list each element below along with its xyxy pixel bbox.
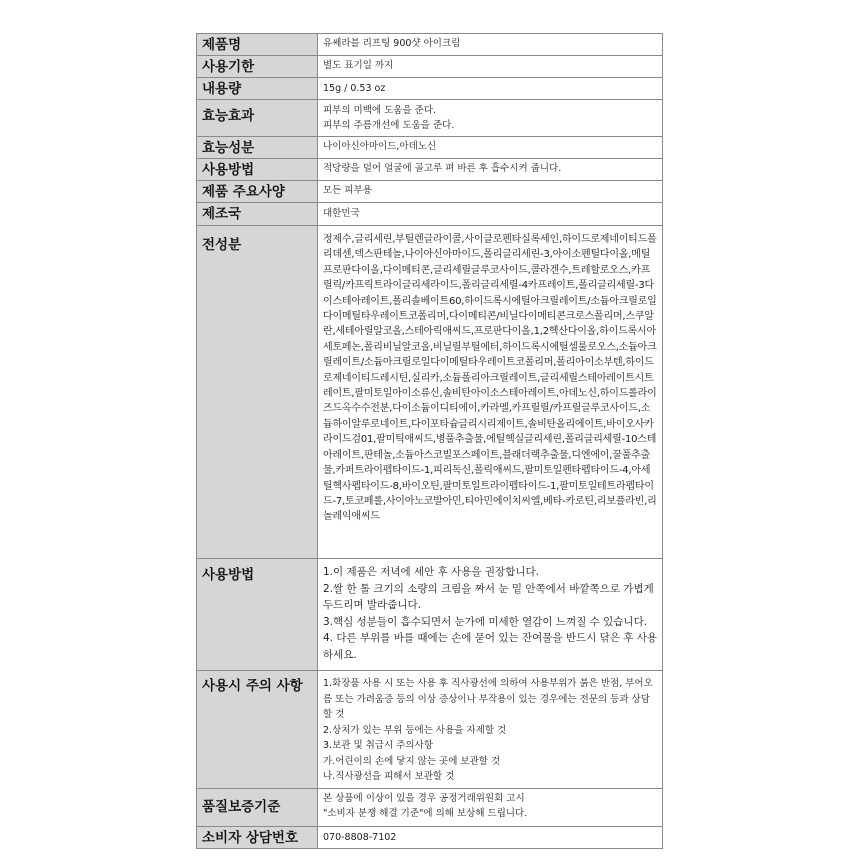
table-row-expiry — [197, 56, 663, 78]
row-value-cell — [318, 559, 663, 671]
row-label: 소비자 상담번호 — [202, 829, 298, 846]
row-label-cell — [197, 559, 318, 671]
row-value: 1.화장품 사용 시 또는 사용 후 직사광선에 의하여 사용부위가 붉은 반점, 부어오름 또는 가려움증 등의 이상 증상이나 부작용이 있는 경우에는 전문의 등과 상담할 것 2.상처가 있는 부위 등에는 사용을 자제할 것 3.보관 및 취급시 주의사항 가.어린이의 손에 닿지 않는 곳에 보관할 것 나.직사광선을 피해서 보관할 것 — [323, 678, 653, 782]
row-value-cell — [318, 159, 663, 181]
table-row-active-ingredients — [197, 137, 663, 159]
table-row-specs — [197, 181, 663, 203]
row-label: 제품 주요사양 — [202, 184, 285, 200]
row-value-cell — [318, 137, 663, 159]
row-label-cell — [197, 137, 318, 159]
row-label-cell — [197, 671, 318, 789]
row-value-cell — [318, 78, 663, 100]
table-row-product-name — [197, 34, 663, 56]
row-value: 15g / 0.53 oz — [323, 83, 386, 94]
row-value-cell — [318, 203, 663, 226]
table-row-cautions — [197, 671, 663, 789]
row-value: 별도 표기일 까지 — [323, 60, 394, 71]
row-label-cell — [197, 226, 318, 559]
table-row-volume — [197, 78, 663, 100]
row-value: 대한민국 — [323, 208, 360, 219]
row-label-cell — [197, 56, 318, 78]
row-label-cell — [197, 159, 318, 181]
row-value: 070-8808-7102 — [323, 831, 397, 843]
table-row-customer-service — [197, 826, 663, 848]
row-label: 품질보증기준 — [202, 798, 281, 815]
row-value-cell — [318, 56, 663, 78]
table-row-full-ingredients — [197, 226, 663, 559]
row-label: 사용시 주의 사항 — [202, 678, 303, 694]
row-value: 본 상품에 이상이 있을 경우 공정거래위원회 고시 "소비자 분쟁 해결 기준"에 의해 보상해 드립니다. — [323, 792, 528, 819]
row-label-cell — [197, 181, 318, 203]
row-label: 제품명 — [202, 37, 242, 53]
row-value: 나이아신아마이드,아데노신 — [323, 141, 437, 152]
row-label: 사용방법 — [202, 567, 255, 583]
row-label: 내용량 — [202, 81, 242, 97]
row-value-cell — [318, 671, 663, 789]
row-label: 제조국 — [202, 206, 242, 222]
row-label: 전성분 — [202, 237, 242, 253]
row-value: 적당량을 덜어 얼굴에 골고루 펴 바른 후 흡수시켜 줍니다. — [323, 163, 562, 174]
row-value-cell — [318, 226, 663, 559]
row-label-cell — [197, 78, 318, 100]
table-row-efficacy — [197, 100, 663, 137]
row-label-cell — [197, 100, 318, 137]
row-label-cell — [197, 203, 318, 226]
row-value: 모든 피부용 — [323, 185, 372, 196]
row-label: 사용방법 — [202, 162, 255, 178]
row-value: 1.이 제품은 저녁에 세안 후 사용을 권장합니다. 2.쌀 한 톨 크기의 소량의 크림을 짜서 눈 밑 안쪽에서 바깥쪽으로 가볍게 두드리며 발라줍니다. 3.핵심 성분들이 흡수되면서 눈가에 미세한 열감이 느껴질 수 있습니다. 4. 다른 부위를 바를 때에는 손에 묻어 있는 잔여물을 반드시 닦은 후 사용 하세요. — [323, 566, 658, 661]
table-row-country — [197, 203, 663, 226]
row-label: 효능성분 — [202, 140, 255, 156]
row-value-cell — [318, 34, 663, 56]
table-row-quality-warranty — [197, 788, 663, 826]
row-value-cell — [318, 788, 663, 826]
table-row-directions — [197, 559, 663, 671]
row-label-cell — [197, 788, 318, 826]
row-label: 효능효과 — [202, 108, 255, 124]
product-info-table — [196, 33, 663, 849]
row-label-cell — [197, 826, 318, 848]
row-label-cell — [197, 34, 318, 56]
row-value-cell — [318, 181, 663, 203]
table-row-usage — [197, 159, 663, 181]
row-value: 유쎄라블 리프팅 900샷 아이크림 — [323, 38, 461, 49]
row-value-cell — [318, 100, 663, 137]
row-value: 정제수,글리세린,부틸렌글라이콜,사이클로펜타실록세인,하이드로제네이티드폴리데센,덱스판테놀,나이아신아마이드,폴리글리세린-3,아이소펜틸다이올,메틸프로판다이올,다이메티콘,글리세릴글루코사이드,콜라겐수,트레할로오스,카프릴릭/카프릭트라이글리세라이드,폴리글리세릴-4카프레이트,폴리글리세릴-3다이스테아레이트,폴리솔베이트60,하이드록시에틸아크릴레이트/소듐아크릴로일다이메틸타우레이트코폴리머,다이메티콘/비닐다이메티콘크로스폴리머,스쿠알란,세테아릴알코올,스테아릭애씨드,프로판다이올,1,2헥산다이올,하이드록시아세토페논,폴리비닐알코올,비닐릴부틸에터,하이드록시에틸셀룰로오스,소듐아크릴레이트/소듐아크릴로일다이메틸타우레이트코폴리머,폴리아이소부텐,하이드로제네이티드레시틴,실리카,소듐폴리아크릴레이트,글리세릴스테아레이트시트레이트,팔미토일아이소류신,솔비탄아이소스테아레이트,아데노신,하이드롤라이즈드옥수수전분,다이소듐이디티에이,카라멜,카프릴릴/카프릴글루코사이드,소듐하이알루로네이트,다이포타슘글리시리제이트,솔비탄올리에이트,바이오사카라이드검01,팔미틱애씨드,병풀추출물,에틸헥실글리세린,폴리글리세릴-10스테아레이트,판테놀,소듐아스코빌포스페이트,블래더랙추출물,디엔에이,꿀풀추출물,카퍼트라이펩타이드-1,피리독신,폴릭애씨드,팔미토일펜타펩타이드-4,아세틸헥사펩타이드-8,바이오틴,팔미토일트라이펩타이드-1,팔미토일테트라펩타이드-7,토코페롤,사이아노코발아민,티아민에이치씨엘,베타-카로틴,리보플라빈,리놀레익애씨드 — [323, 234, 657, 523]
row-value-cell — [318, 826, 663, 848]
row-value: 피부의 미백에 도움을 준다. 피부의 주름개선에 도움을 준다. — [323, 105, 455, 131]
row-label: 사용기한 — [202, 59, 255, 75]
